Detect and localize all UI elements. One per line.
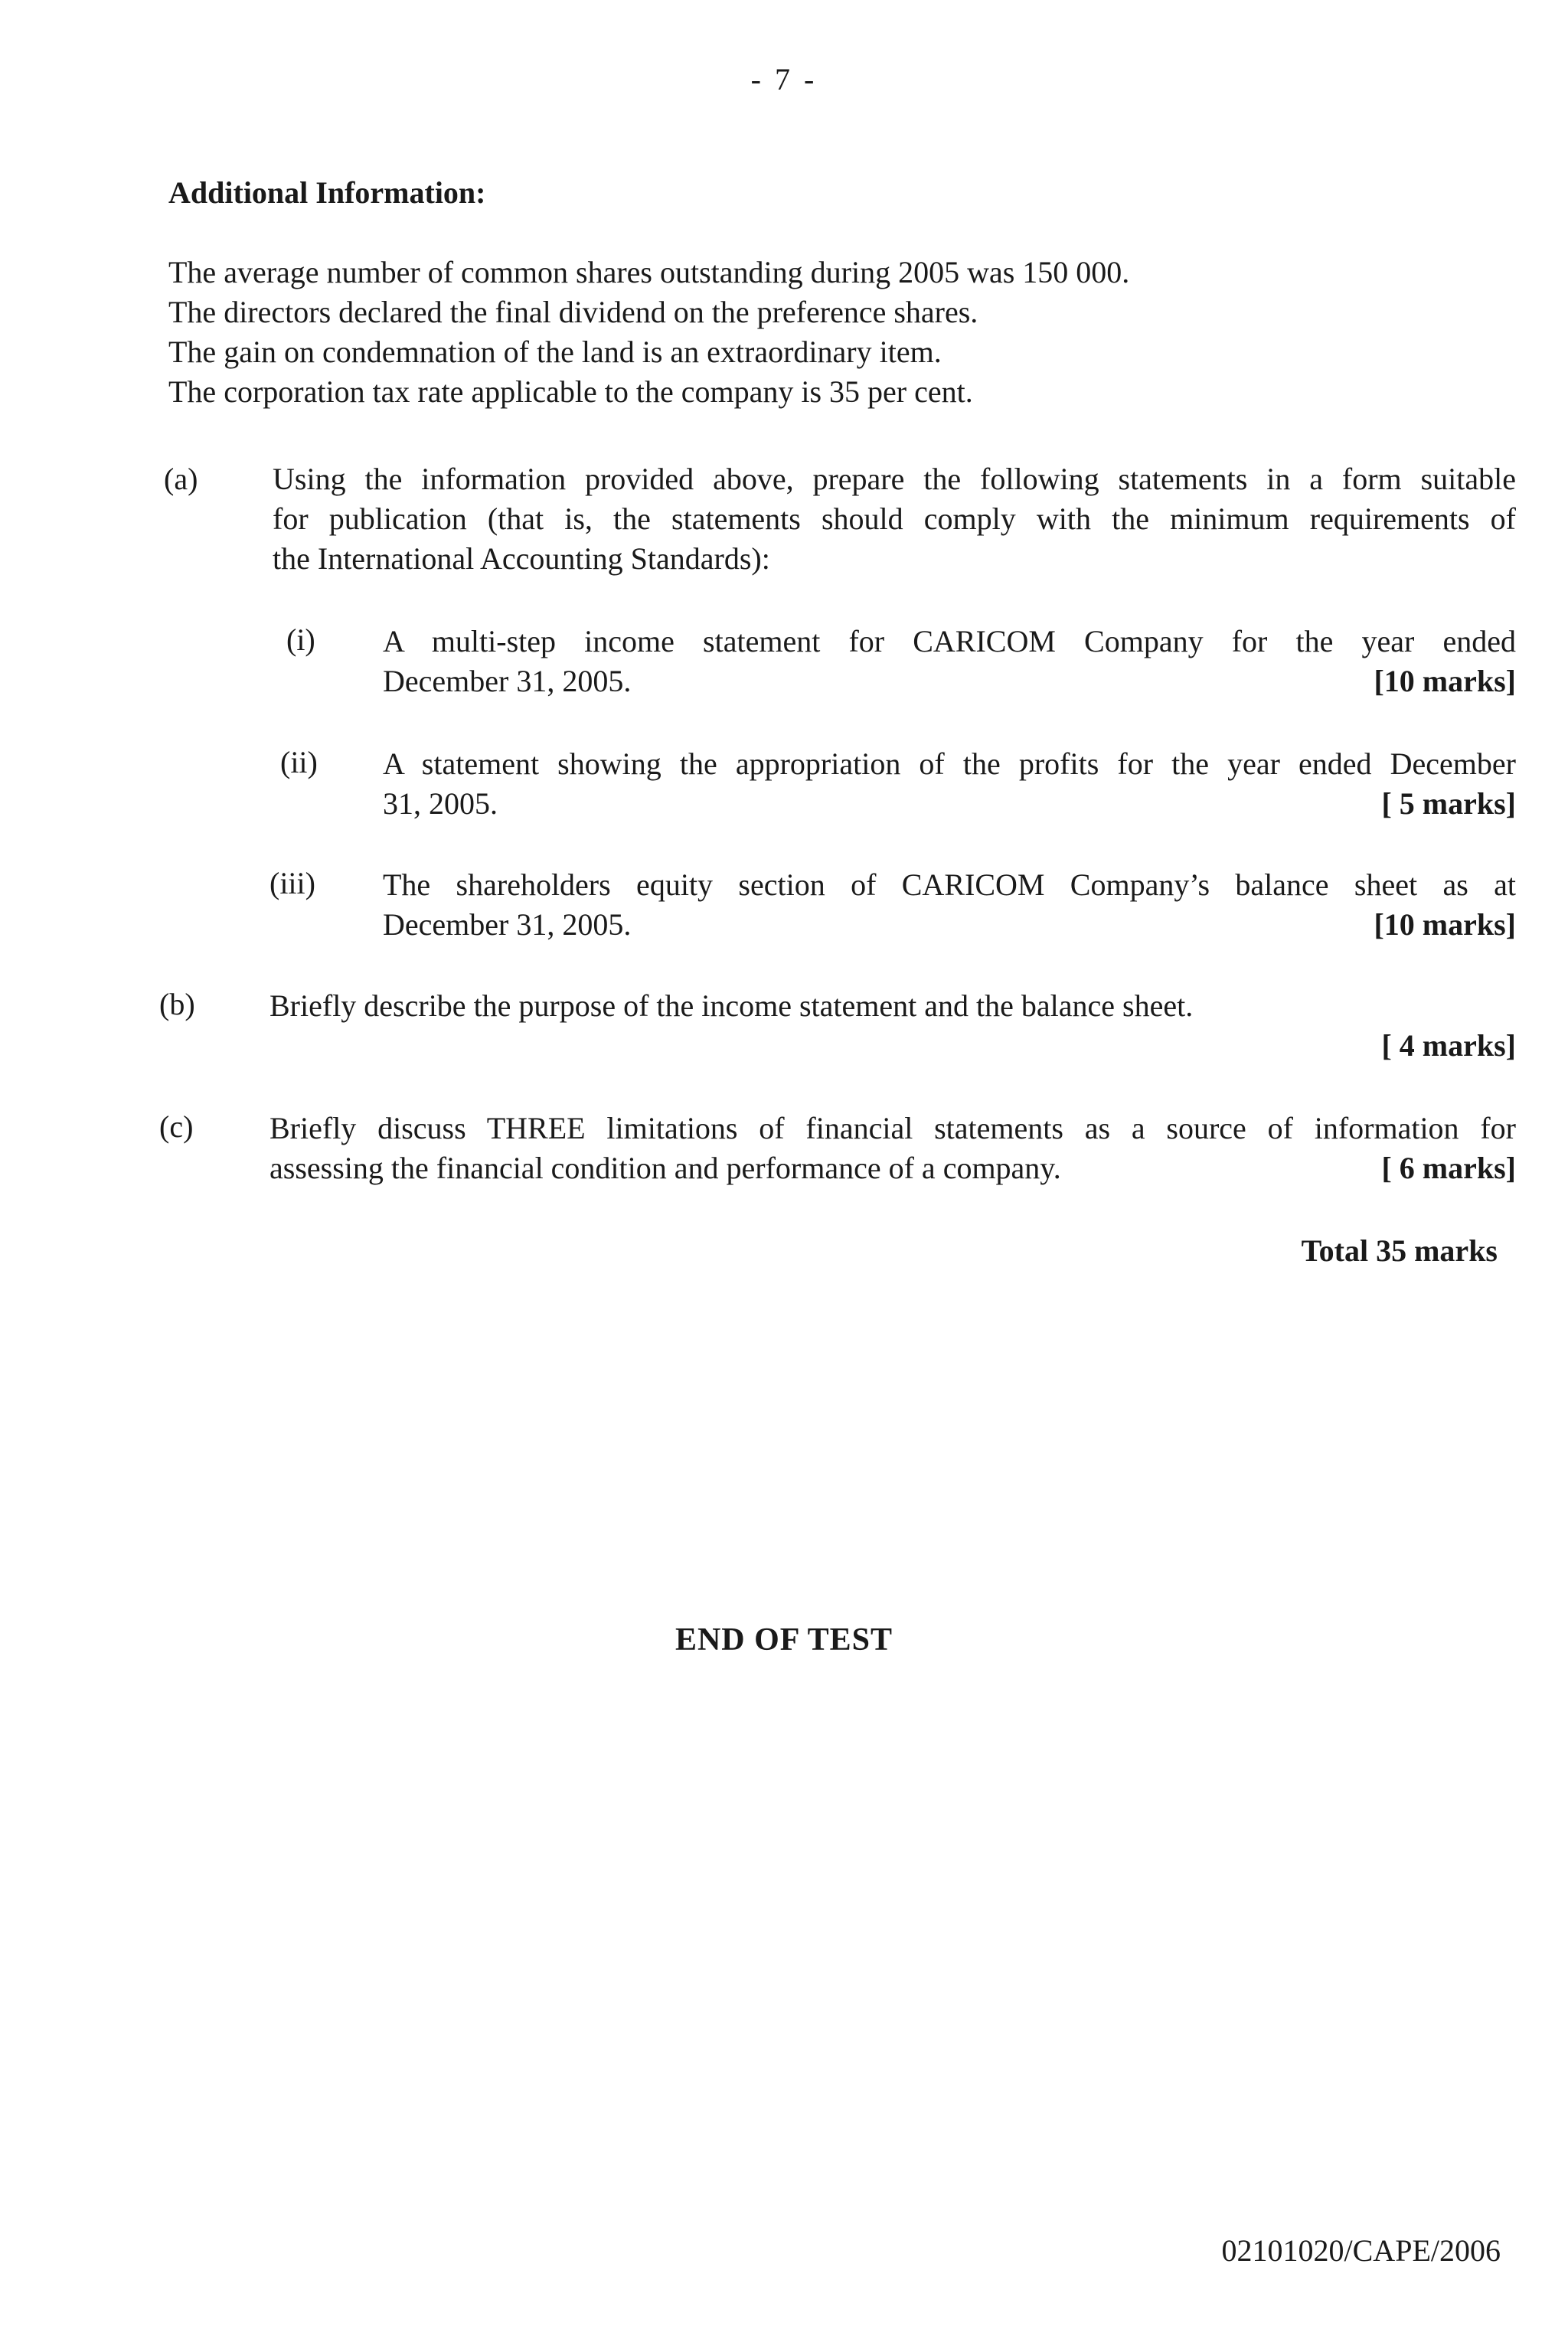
question-a-line: Using the information provided above, prepare the following statements in a form suitable [273,462,1516,496]
part-i-line: December 31, 2005. [383,664,632,698]
part-i-row [383,661,1516,701]
part-ii-text [383,744,1516,824]
part-iii-row [383,905,1516,945]
section-heading: Additional Information: [168,175,486,210]
part-ii-label: (ii) [280,745,318,779]
question-a-line: for publication (that is, the statements should comply with the minimum requirements of [273,501,1516,536]
part-iii-label: (iii) [270,866,315,900]
info-line: The corporation tax rate applicable to the company is 35 per cent. [168,374,973,409]
marks-badge: [10 marks] [1374,907,1516,942]
marks-badge: [ 6 marks] [1381,1151,1516,1185]
question-c-line: Briefly discuss THREE limitations of financial statements as a source of information for [270,1111,1516,1145]
info-line: The directors declared the final dividend on the preference shares. [168,295,978,329]
part-ii-line: A statement showing the appropriation of the profits for the year ended December [383,746,1516,781]
part-i-text [383,622,1516,701]
part-i-label: (i) [286,622,315,657]
marks-badge: [10 marks] [1374,664,1516,698]
info-line: The average number of common shares outstanding during 2005 was 150 000. [168,255,1130,289]
part-i-line: A multi-step income statement for CARICOM Company for the year ended [383,624,1516,658]
page-number: - 7 - [750,62,818,96]
part-ii-line: 31, 2005. [383,786,498,821]
end-of-test: END OF TEST [675,1622,893,1658]
question-a-line: the International Accounting Standards): [273,541,770,576]
part-iii-line: December 31, 2005. [383,907,632,942]
question-b-label: (b) [159,987,195,1021]
info-line: The gain on condemnation of the land is an extraordinary item. [168,335,942,369]
question-b-line: Briefly describe the purpose of the income statement and the balance sheet. [270,988,1194,1023]
part-iii-line: The shareholders equity section of CARICOM Company’s balance sheet as at [383,867,1516,902]
part-ii-row [383,784,1516,824]
question-a-label: (a) [164,462,198,496]
question-c-line: assessing the financial condition and performance of a company. [270,1151,1061,1185]
question-c-text [270,1109,1516,1188]
question-c-label: (c) [159,1109,194,1144]
question-b-marks-row [270,1026,1516,1066]
footer-code: 02101020/CAPE/2006 [1221,2233,1501,2268]
marks-badge: [ 5 marks] [1381,786,1516,821]
total-marks: Total 35 marks [1301,1233,1498,1268]
question-b-text [270,986,1516,1066]
question-a-text [273,459,1516,579]
part-iii-text [383,865,1516,945]
question-c-row [270,1148,1516,1188]
marks-badge: [ 4 marks] [1381,1028,1516,1063]
additional-info-list [168,253,1516,412]
